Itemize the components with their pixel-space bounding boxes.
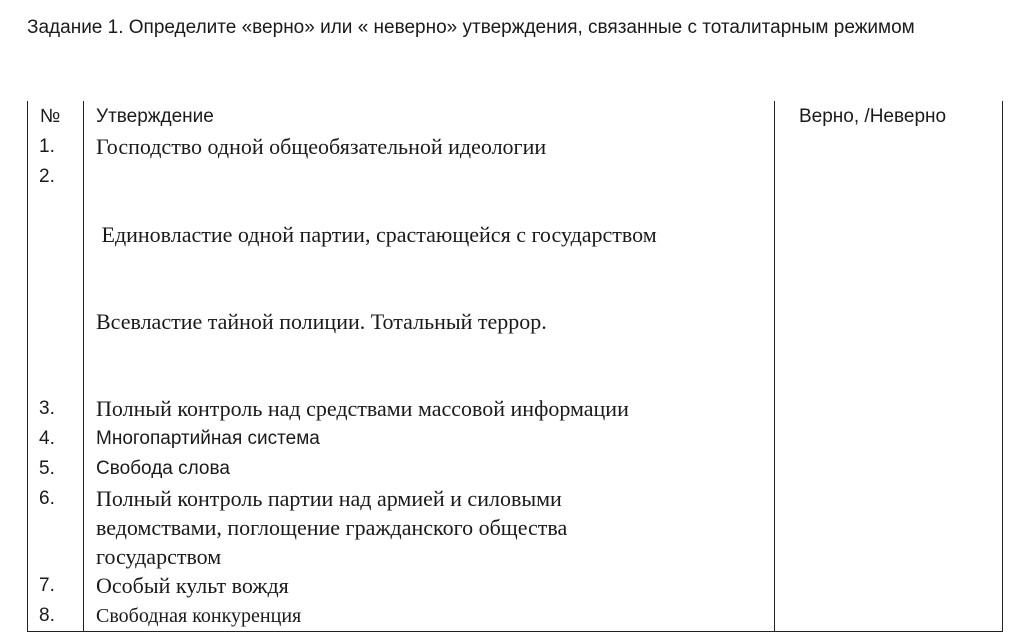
header-number: № [28,101,84,132]
row-statement [84,162,775,394]
table-row [28,454,1003,484]
table-row [28,394,1003,424]
statement-line: государством [96,544,222,569]
answer-cell[interactable] [775,571,1003,601]
row-number: 1. [28,132,84,162]
statement-line: ведомствами, поглощение гражданского общества [96,515,568,540]
statement-line: Всевластие тайной полиции. Тотальный террор. [96,309,547,334]
row-number: 2. [28,162,84,394]
row-statement [84,132,775,162]
row-number: 8. [28,601,84,632]
statement-line: Многопартийная система [96,428,320,449]
header-statement: Утверждение [84,101,775,132]
row-number: 5. [28,454,84,484]
row-number: 6. [28,484,84,571]
row-statement [84,571,775,601]
row-number: 3. [28,394,84,424]
statement-line: Полный контроль над средствами массовой информации [96,396,629,421]
answer-cell[interactable] [775,132,1003,162]
row-statement [84,394,775,424]
row-statement [84,454,775,484]
row-number: 7. [28,571,84,601]
answer-cell[interactable] [775,454,1003,484]
statement-line: Свободная конкуренция [96,605,302,627]
table-row [28,601,1003,632]
header-answer: Верно, /Неверно [775,101,1003,132]
task-title: Задание 1. Определите «верно» или « неверно» утверждения, связанные с тоталитарным режимом [27,17,915,38]
table-row [28,484,1003,571]
statement-line: Свобода слова [96,458,230,479]
row-statement [84,424,775,454]
table-row [28,162,1003,394]
row-statement [84,484,775,571]
table-row [28,132,1003,162]
statement-line: Господство одной общеобязательной идеологии [96,134,547,159]
answer-cell[interactable] [775,162,1003,394]
answer-cell[interactable] [775,394,1003,424]
table-row [28,571,1003,601]
answer-cell[interactable] [775,424,1003,454]
table-header-row [28,101,1003,132]
table-row [28,424,1003,454]
row-statement [84,601,775,632]
statements-table [27,101,1003,632]
answer-cell[interactable] [775,484,1003,571]
answer-cell[interactable] [775,601,1003,632]
statement-line: Особый культ вождя [96,573,289,598]
statement-line: Полный контроль партии над армией и силовыми [96,486,562,511]
row-number: 4. [28,424,84,454]
statement-line: Единовластие одной партии, срастающейся с государством [96,222,657,247]
